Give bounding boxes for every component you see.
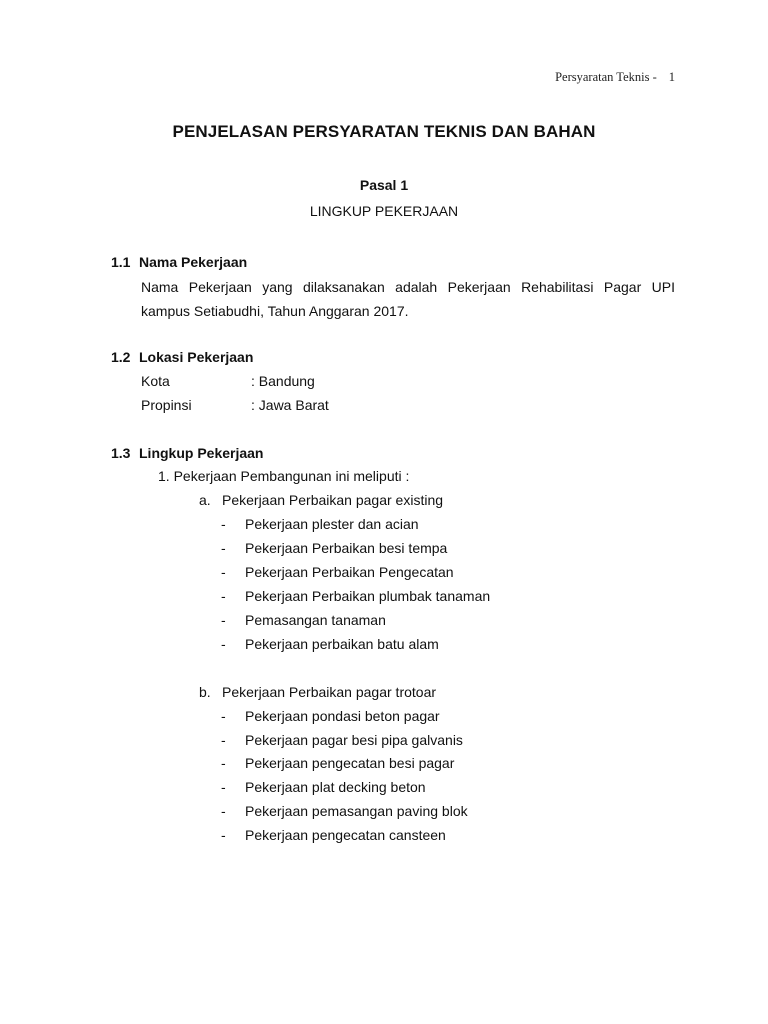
document-title: PENJELASAN PERSYARATAN TEKNIS DAN BAHAN xyxy=(172,122,596,141)
lokasi-value: : Bandung xyxy=(251,373,315,389)
lokasi-key: Kota xyxy=(141,373,170,389)
lokasi-row-propinsi xyxy=(141,397,329,413)
list-item: - Pekerjaan Perbaikan Pengecatan xyxy=(221,564,454,580)
group-letter: b. xyxy=(199,684,211,700)
section-title: Lingkup Pekerjaan xyxy=(139,445,264,461)
list-item-text: Pekerjaan pemasangan paving blok xyxy=(245,803,468,819)
section-number: 1.3 xyxy=(111,445,131,461)
lokasi-value: : Jawa Barat xyxy=(251,397,329,413)
group-b-heading xyxy=(199,684,436,700)
section-number: 1.1 xyxy=(111,254,131,270)
section-title: Lokasi Pekerjaan xyxy=(139,349,254,365)
group-label: Pekerjaan Perbaikan pagar existing xyxy=(222,492,444,508)
lingkup-intro: 1. Pekerjaan Pembangunan ini meliputi : xyxy=(158,468,410,484)
list-item: - Pekerjaan Perbaikan besi tempa xyxy=(221,540,448,556)
list-item: - Pekerjaan pengecatan cansteen xyxy=(221,827,446,843)
list-item-text: Pekerjaan perbaikan batu alam xyxy=(245,636,439,652)
section-heading-lingkup-pekerjaan xyxy=(111,445,263,461)
list-item-text: Pekerjaan pagar besi pipa galvanis xyxy=(245,732,463,748)
list-item: - Pekerjaan pagar besi pipa galvanis xyxy=(221,732,463,748)
lokasi-row-kota xyxy=(141,373,315,389)
list-item-text: Pekerjaan pengecatan besi pagar xyxy=(245,755,455,771)
list-item: - Pekerjaan pengecatan besi pagar xyxy=(221,755,455,771)
group-letter: a. xyxy=(199,492,211,508)
list-item-text: Pemasangan tanaman xyxy=(245,612,386,628)
list-item-text: Pekerjaan pondasi beton pagar xyxy=(245,708,440,724)
list-item: - Pekerjaan Perbaikan plumbak tanaman xyxy=(221,588,491,604)
lokasi-key: Propinsi xyxy=(141,397,192,413)
list-item-text: Pekerjaan Perbaikan besi tempa xyxy=(245,540,448,556)
list-item: - Pekerjaan plat decking beton xyxy=(221,779,426,795)
section-heading-nama-pekerjaan xyxy=(111,254,247,270)
section-title: Nama Pekerjaan xyxy=(139,254,248,270)
section-heading-lokasi-pekerjaan xyxy=(111,349,253,365)
page-number: 1 xyxy=(668,70,675,84)
pasal-number: Pasal 1 xyxy=(359,177,409,193)
group-a-heading xyxy=(199,492,443,508)
section-number: 1.2 xyxy=(111,349,131,365)
page-header xyxy=(555,70,675,85)
list-item: - Pekerjaan pemasangan paving blok xyxy=(221,803,468,819)
list-item-text: Pekerjaan plester dan acian xyxy=(245,516,419,532)
nama-pekerjaan-paragraph: Nama Pekerjaan yang dilaksanakan adalah Pekerjaan Rehabilitasi Pagar UPI kampus Setiabudhi, Tahun Anggaran 2017. xyxy=(141,279,675,319)
list-item: - Pekerjaan pondasi beton pagar xyxy=(221,708,440,724)
list-item: - Pekerjaan plester dan acian xyxy=(221,516,419,532)
group-label: Pekerjaan Perbaikan pagar trotoar xyxy=(222,684,437,700)
list-item: - Pekerjaan perbaikan batu alam xyxy=(221,636,439,652)
list-item-text: Pekerjaan Perbaikan plumbak tanaman xyxy=(245,588,491,604)
list-item: - Pemasangan tanaman xyxy=(221,612,386,628)
pasal-subtitle: LINGKUP PEKERJAAN xyxy=(309,203,459,219)
header-text: Persyaratan Teknis - xyxy=(555,70,657,84)
list-item-text: Pekerjaan Perbaikan Pengecatan xyxy=(245,564,454,580)
list-item-text: Pekerjaan plat decking beton xyxy=(245,779,426,795)
list-item-text: Pekerjaan pengecatan cansteen xyxy=(245,827,446,843)
